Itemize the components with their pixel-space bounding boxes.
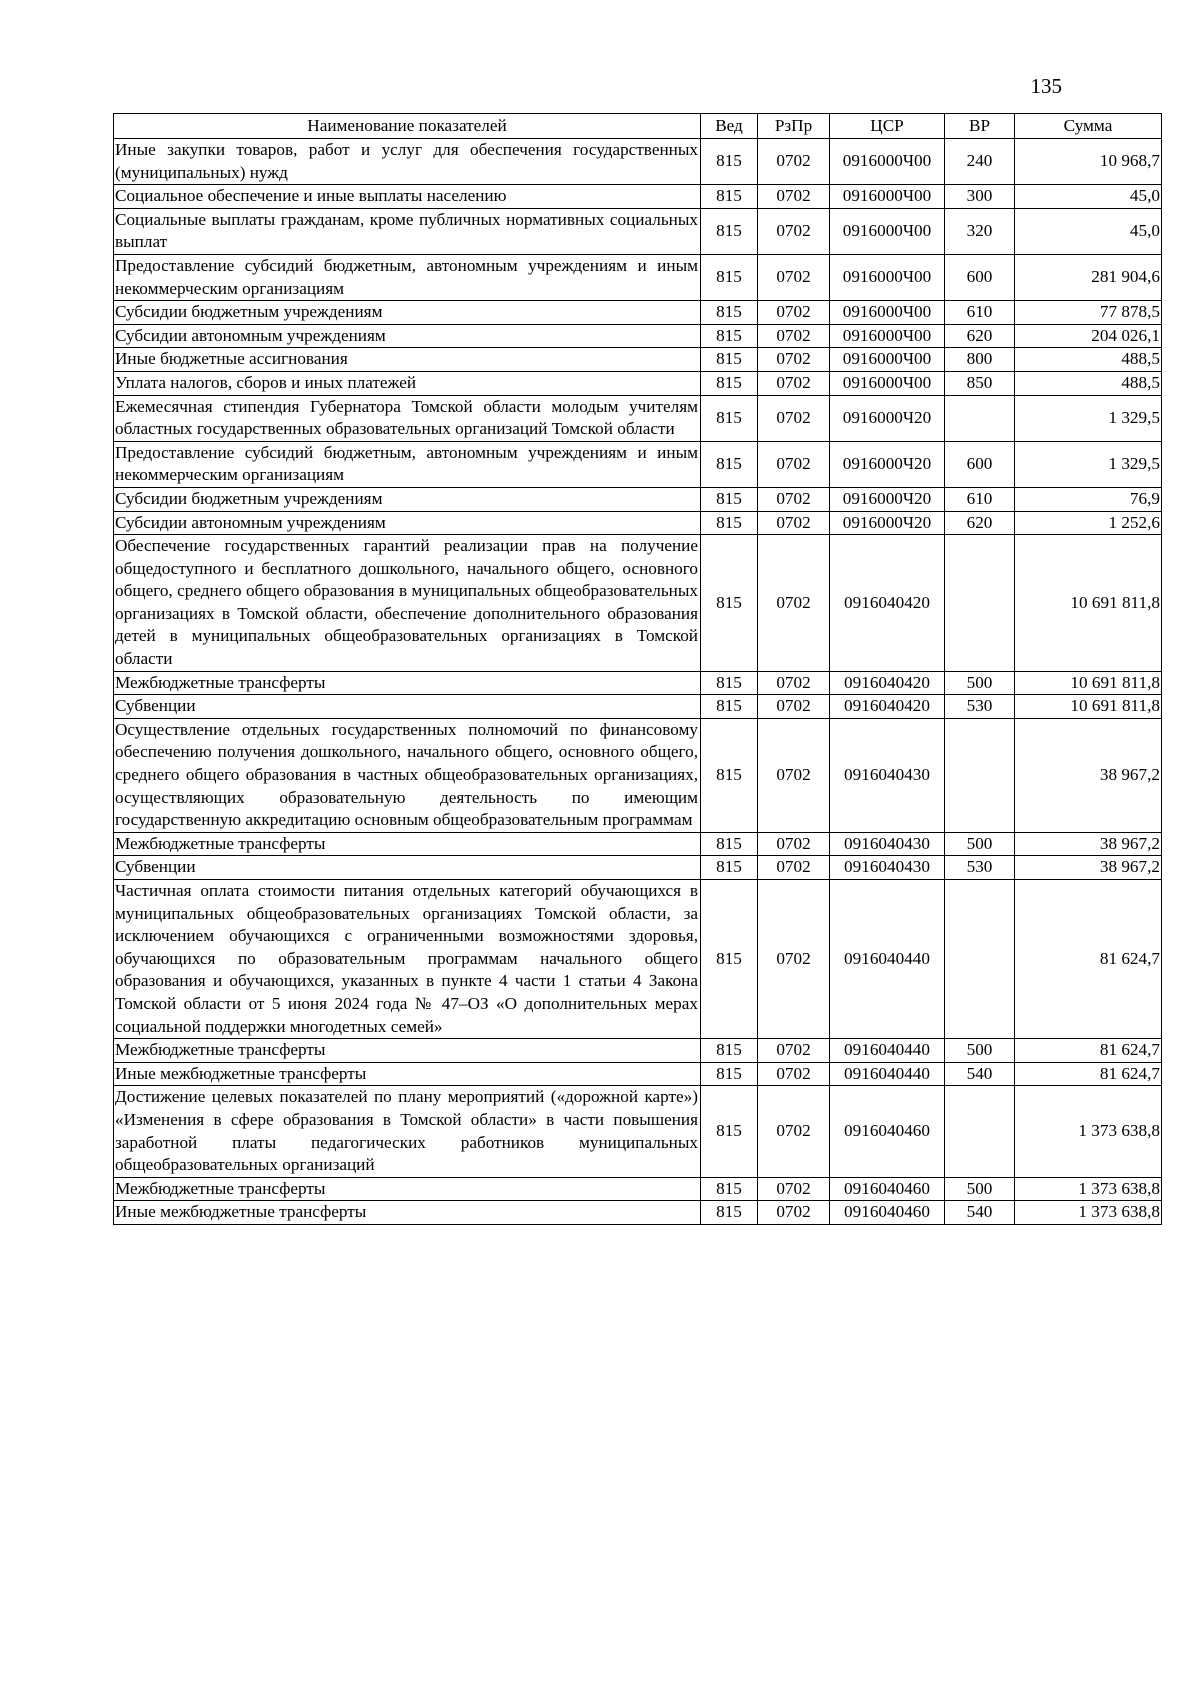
cell-rzpr: 0702 (758, 671, 830, 695)
cell-sum: 45,0 (1015, 208, 1162, 254)
cell-sum: 488,5 (1015, 348, 1162, 372)
cell-sum: 10 691 811,8 (1015, 671, 1162, 695)
cell-ved: 815 (701, 185, 758, 209)
cell-ved: 815 (701, 832, 758, 856)
cell-ved: 815 (701, 1177, 758, 1201)
table-row (114, 718, 1162, 832)
table-row (114, 395, 1162, 441)
cell-rzpr: 0702 (758, 718, 830, 832)
table-row (114, 880, 1162, 1039)
cell-name: Предоставление субсидий бюджетным, автономным учреждениям и иным некоммерческим организациям (114, 441, 701, 487)
cell-rzpr: 0702 (758, 348, 830, 372)
cell-ved: 815 (701, 487, 758, 511)
cell-rzpr: 0702 (758, 395, 830, 441)
cell-sum: 1 329,5 (1015, 395, 1162, 441)
cell-rzpr: 0702 (758, 511, 830, 535)
table-row (114, 441, 1162, 487)
cell-vr: 240 (945, 139, 1015, 185)
cell-ved: 815 (701, 535, 758, 672)
cell-csr: 0916000Ч00 (830, 371, 945, 395)
cell-csr: 0916040440 (830, 880, 945, 1039)
cell-ved: 815 (701, 1039, 758, 1063)
cell-name: Межбюджетные трансферты (114, 832, 701, 856)
cell-name: Обеспечение государственных гарантий реализации прав на получение общедоступного и бесплатного дошкольного, начального общего, основного общего, среднего общего образования в муниципальных общеобразовательных организациях в Томской области, обеспечение дополнительного образования детей в муниципальных общеобразовательных организациях в Томской области (114, 535, 701, 672)
cell-vr: 530 (945, 695, 1015, 719)
cell-ved: 815 (701, 208, 758, 254)
cell-ved: 815 (701, 254, 758, 300)
budget-table (113, 113, 1162, 1225)
cell-name: Иные бюджетные ассигнования (114, 348, 701, 372)
cell-sum: 1 373 638,8 (1015, 1177, 1162, 1201)
cell-ved: 815 (701, 395, 758, 441)
table-body (114, 139, 1162, 1225)
table-row (114, 1086, 1162, 1177)
cell-sum: 1 252,6 (1015, 511, 1162, 535)
cell-csr: 0916000Ч20 (830, 395, 945, 441)
cell-vr: 320 (945, 208, 1015, 254)
cell-sum: 488,5 (1015, 371, 1162, 395)
cell-sum: 204 026,1 (1015, 324, 1162, 348)
cell-sum: 1 373 638,8 (1015, 1201, 1162, 1225)
cell-rzpr: 0702 (758, 324, 830, 348)
table-row (114, 1177, 1162, 1201)
cell-name: Межбюджетные трансферты (114, 1039, 701, 1063)
cell-vr: 610 (945, 487, 1015, 511)
cell-vr: 500 (945, 832, 1015, 856)
header-ved: Вед (701, 114, 758, 139)
table-row (114, 1201, 1162, 1225)
cell-vr: 500 (945, 1177, 1015, 1201)
cell-rzpr: 0702 (758, 1177, 830, 1201)
cell-name: Межбюджетные трансферты (114, 1177, 701, 1201)
cell-sum: 38 967,2 (1015, 832, 1162, 856)
cell-vr (945, 535, 1015, 672)
table-row (114, 487, 1162, 511)
cell-vr: 500 (945, 671, 1015, 695)
table-header-row (114, 114, 1162, 139)
table-row (114, 1039, 1162, 1063)
cell-rzpr: 0702 (758, 1201, 830, 1225)
cell-rzpr: 0702 (758, 832, 830, 856)
cell-vr (945, 1086, 1015, 1177)
cell-csr: 0916000Ч00 (830, 185, 945, 209)
cell-sum: 281 904,6 (1015, 254, 1162, 300)
cell-csr: 0916040440 (830, 1039, 945, 1063)
header-name: Наименование показателей (114, 114, 701, 139)
cell-sum: 10 691 811,8 (1015, 535, 1162, 672)
cell-csr: 0916040430 (830, 718, 945, 832)
header-rzpr: РзПр (758, 114, 830, 139)
cell-rzpr: 0702 (758, 185, 830, 209)
cell-csr: 0916040440 (830, 1062, 945, 1086)
cell-csr: 0916000Ч00 (830, 208, 945, 254)
cell-vr: 610 (945, 301, 1015, 325)
cell-sum: 77 878,5 (1015, 301, 1162, 325)
cell-csr: 0916040420 (830, 535, 945, 672)
cell-name: Предоставление субсидий бюджетным, автономным учреждениям и иным некоммерческим организациям (114, 254, 701, 300)
table-row (114, 139, 1162, 185)
cell-vr: 300 (945, 185, 1015, 209)
cell-sum: 10 691 811,8 (1015, 695, 1162, 719)
cell-csr: 0916040420 (830, 671, 945, 695)
table-row (114, 1062, 1162, 1086)
cell-vr: 600 (945, 441, 1015, 487)
cell-vr: 620 (945, 324, 1015, 348)
cell-vr (945, 880, 1015, 1039)
cell-ved: 815 (701, 324, 758, 348)
cell-rzpr: 0702 (758, 254, 830, 300)
cell-sum: 1 373 638,8 (1015, 1086, 1162, 1177)
table-row (114, 254, 1162, 300)
cell-csr: 0916000Ч20 (830, 511, 945, 535)
cell-name: Субсидии бюджетным учреждениям (114, 301, 701, 325)
cell-ved: 815 (701, 348, 758, 372)
cell-csr: 0916000Ч00 (830, 254, 945, 300)
cell-rzpr: 0702 (758, 487, 830, 511)
cell-rzpr: 0702 (758, 1086, 830, 1177)
cell-ved: 815 (701, 1086, 758, 1177)
header-sum: Сумма (1015, 114, 1162, 139)
cell-vr: 540 (945, 1201, 1015, 1225)
cell-vr (945, 718, 1015, 832)
cell-name: Иные закупки товаров, работ и услуг для обеспечения государственных (муниципальных) нужд (114, 139, 701, 185)
cell-name: Частичная оплата стоимости питания отдельных категорий обучающихся в муниципальных общеобразовательных организациях Томской области, за исключением обучающихся с ограниченными возможностями здоровья, обучающихся по образовательным программам начального общего образования и обучающихся, указанных в пункте 4 части 1 статьи 4 Закона Томской области от 5 июня 2024 года № 47–ОЗ «О дополнительных мерах социальной поддержки многодетных семей» (114, 880, 701, 1039)
cell-csr: 0916000Ч00 (830, 301, 945, 325)
cell-vr: 850 (945, 371, 1015, 395)
cell-ved: 815 (701, 718, 758, 832)
cell-vr: 540 (945, 1062, 1015, 1086)
header-vr: ВР (945, 114, 1015, 139)
cell-name: Ежемесячная стипендия Губернатора Томской области молодым учителям областных государственных образовательных организаций Томской области (114, 395, 701, 441)
cell-csr: 0916040420 (830, 695, 945, 719)
cell-ved: 815 (701, 371, 758, 395)
cell-csr: 0916000Ч00 (830, 348, 945, 372)
cell-ved: 815 (701, 880, 758, 1039)
cell-ved: 815 (701, 1201, 758, 1225)
cell-ved: 815 (701, 301, 758, 325)
cell-name: Субсидии автономным учреждениям (114, 324, 701, 348)
table-row (114, 535, 1162, 672)
page-number: 135 (1030, 74, 1062, 98)
cell-sum: 76,9 (1015, 487, 1162, 511)
cell-rzpr: 0702 (758, 139, 830, 185)
cell-name: Иные межбюджетные трансферты (114, 1201, 701, 1225)
cell-sum: 1 329,5 (1015, 441, 1162, 487)
cell-sum: 81 624,7 (1015, 1039, 1162, 1063)
cell-name: Уплата налогов, сборов и иных платежей (114, 371, 701, 395)
cell-rzpr: 0702 (758, 880, 830, 1039)
table-row (114, 301, 1162, 325)
cell-name: Осуществление отдельных государственных полномочий по финансовому обеспечению получения дошкольного, начального общего, основного общего, среднего общего образования в частных общеобразовательных организациях, осуществляющих образовательную деятельность по имеющим государственную аккредитацию основным общеобразовательным программам (114, 718, 701, 832)
cell-rzpr: 0702 (758, 441, 830, 487)
cell-csr: 0916040460 (830, 1201, 945, 1225)
cell-csr: 0916000Ч00 (830, 139, 945, 185)
table-row (114, 371, 1162, 395)
cell-vr: 800 (945, 348, 1015, 372)
table-row (114, 695, 1162, 719)
cell-rzpr: 0702 (758, 535, 830, 672)
cell-rzpr: 0702 (758, 856, 830, 880)
cell-vr: 620 (945, 511, 1015, 535)
cell-ved: 815 (701, 139, 758, 185)
table-row (114, 208, 1162, 254)
cell-rzpr: 0702 (758, 1062, 830, 1086)
cell-csr: 0916000Ч20 (830, 487, 945, 511)
cell-vr: 600 (945, 254, 1015, 300)
table-row (114, 348, 1162, 372)
cell-name: Субсидии бюджетным учреждениям (114, 487, 701, 511)
cell-csr: 0916040430 (830, 856, 945, 880)
cell-ved: 815 (701, 671, 758, 695)
cell-csr: 0916040460 (830, 1086, 945, 1177)
cell-rzpr: 0702 (758, 371, 830, 395)
cell-name: Субвенции (114, 695, 701, 719)
cell-csr: 0916000Ч00 (830, 324, 945, 348)
table-row (114, 324, 1162, 348)
table-row (114, 832, 1162, 856)
cell-rzpr: 0702 (758, 208, 830, 254)
cell-csr: 0916000Ч20 (830, 441, 945, 487)
cell-sum: 38 967,2 (1015, 856, 1162, 880)
cell-name: Социальное обеспечение и иные выплаты населению (114, 185, 701, 209)
cell-rzpr: 0702 (758, 1039, 830, 1063)
cell-ved: 815 (701, 1062, 758, 1086)
table-row (114, 856, 1162, 880)
cell-csr: 0916040460 (830, 1177, 945, 1201)
cell-ved: 815 (701, 441, 758, 487)
cell-vr: 500 (945, 1039, 1015, 1063)
cell-sum: 81 624,7 (1015, 1062, 1162, 1086)
table-row (114, 185, 1162, 209)
cell-name: Достижение целевых показателей по плану мероприятий («дорожной карте») «Изменения в сфере образования в Томской области» в части повышения заработной платы педагогических работников муниципальных общеобразовательных организаций (114, 1086, 701, 1177)
cell-sum: 81 624,7 (1015, 880, 1162, 1039)
cell-sum: 10 968,7 (1015, 139, 1162, 185)
cell-vr: 530 (945, 856, 1015, 880)
cell-name: Межбюджетные трансферты (114, 671, 701, 695)
cell-csr: 0916040430 (830, 832, 945, 856)
table-row (114, 511, 1162, 535)
cell-name: Иные межбюджетные трансферты (114, 1062, 701, 1086)
cell-vr (945, 395, 1015, 441)
header-csr: ЦСР (830, 114, 945, 139)
cell-name: Субвенции (114, 856, 701, 880)
cell-ved: 815 (701, 511, 758, 535)
table-row (114, 671, 1162, 695)
cell-sum: 38 967,2 (1015, 718, 1162, 832)
cell-rzpr: 0702 (758, 301, 830, 325)
cell-name: Субсидии автономным учреждениям (114, 511, 701, 535)
cell-name: Социальные выплаты гражданам, кроме публичных нормативных социальных выплат (114, 208, 701, 254)
cell-sum: 45,0 (1015, 185, 1162, 209)
cell-ved: 815 (701, 856, 758, 880)
cell-rzpr: 0702 (758, 695, 830, 719)
cell-ved: 815 (701, 695, 758, 719)
